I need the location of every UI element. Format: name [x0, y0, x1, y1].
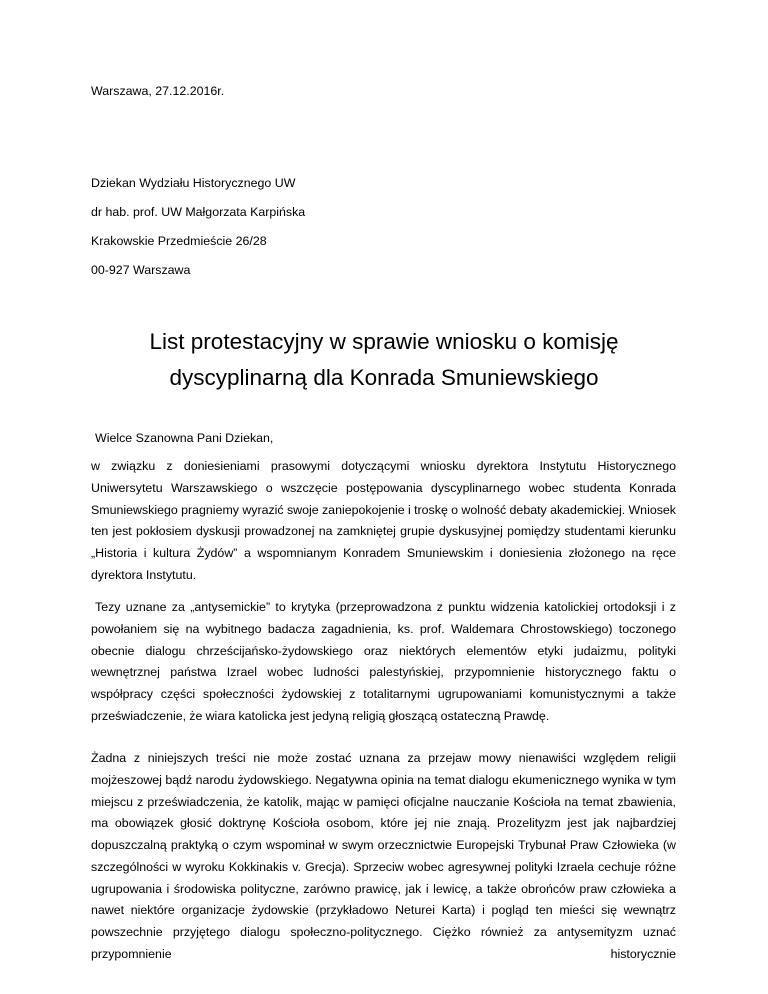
recipient-line-2: dr hab. prof. UW Małgorzata Karpińska — [91, 205, 306, 219]
letter-title-line-1: List protestacyjny w sprawie wniosku o komisję — [149, 329, 619, 354]
salutation: Wielce Szanowna Pani Dziekan, — [95, 431, 274, 445]
paragraph-1: w związku z doniesieniami prasowymi dotyczącymi wniosku dyrektora Instytutu Historycznego Uniwersytetu Warszawskiego o wszczęcie postępowania dyscyplinarnego wobec studenta Konrada Smuniewskiego pragniemy wyrazić swoje zaniepokojenie i troskę o wolność debaty akademickiej. Wniosek ten jest pokłosiem dyskusji prowadzonej na zamkniętej grupie dyskusyjnej pomiędzy studentami kierunku „Historia i kultura Żydów” a wspomnianym Konradem Smuniewskim i doniesienia złożonego na ręce dyrektora Instytutu. — [91, 459, 676, 582]
letter-title-line-2: dyscyplinarną dla Konrada Smuniewskiego — [169, 365, 599, 390]
recipient-line-3: Krakowskie Przedmieście 26/28 — [91, 234, 267, 248]
recipient-line-1: Dziekan Wydziału Historycznego UW — [91, 176, 296, 190]
paragraph-2: Tezy uznane za „antysemickie” to krytyka (przeprowadzona z punktu widzenia katolickiej ortodoksji i z powołaniem się na wybitnego badacza zagadnienia, ks. prof. Waldemara Chrostowskiego) toczonego obecnie dialogu chrześcijańsko-żydowskiego oraz niektórych elementów etyki judaizmu, polityki wewnętrznej państwa Izrael wobec ludności palestyńskiej, przypomnienie historycznego faktu o współpracy części społeczności żydowskiej z totalitarnymi ugrupowaniami komunistycznymi a także przeświadczenie, że wiara katolicka jest jedyną religią głoszącą ostateczną Prawdę. — [91, 600, 676, 723]
paragraph-3: Żadna z niniejszych treści nie może zostać uznana za przejaw mowy nienawiści względem religii mojżeszowej bądź narodu żydowskiego. Negatywna opinia na temat dialogu ekumenicznego wynika w tym miejscu z przeświadczenia, że katolik, mając w pamięci oficjalne nauczanie Kościoła na temat zbawienia, ma obowiązek głosić doktrynę Kościoła osobom, które jej nie znają. Prozelityzm jest jak najbardziej dopuszczalną praktyką o czym wspominał w swym orzecznictwie Europejski Trybunał Praw Człowieka (w szczególności w wyroku Kokkinakis v. Grecja). Sprzeciw wobec agresywnej polityki Izraela cechuje różne ugrupowania i środowiska polityczne, zarówno prawicę, jak i lewicę, a także obrońców praw człowieka a nawet niektóre organizacje żydowskie (przykładowo Neturei Karta) i pogląd ten mieści się wewnątrz powszechnie przyjętego dialogu społeczno-politycznego. Ciężko również za antysemityzm uznać przypomnienie historycznie — [91, 751, 676, 961]
place-date: Warszawa, 27.12.2016r. — [91, 84, 225, 98]
recipient-line-4: 00-927 Warszawa — [91, 263, 191, 277]
